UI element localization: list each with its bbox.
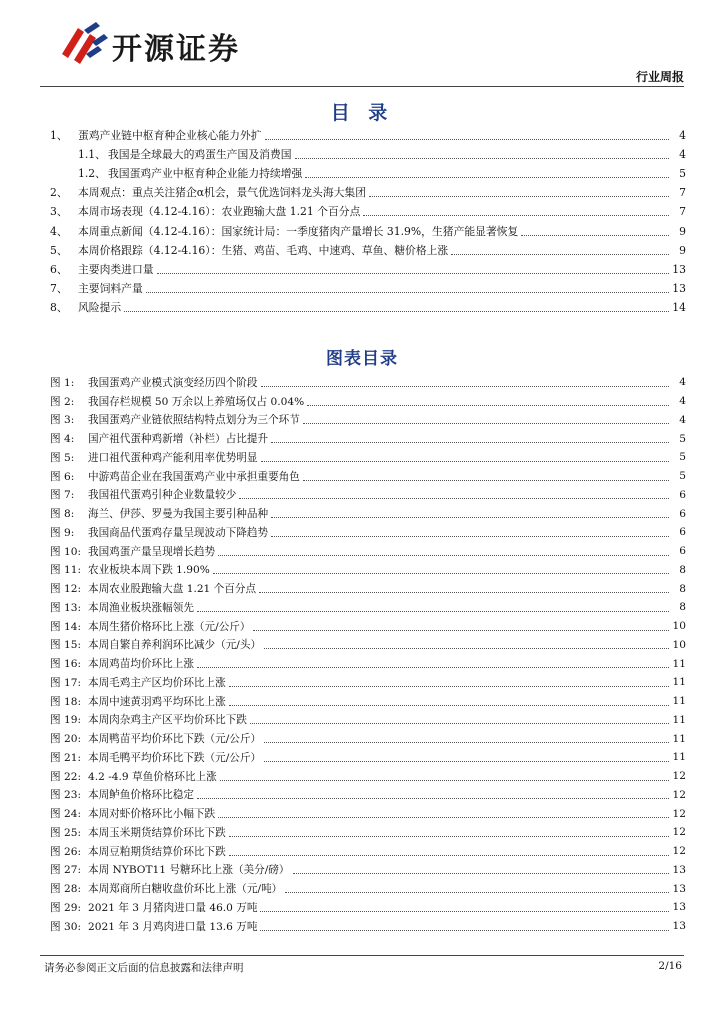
entry-title: 国产祖代蛋种鸡新增（补栏）占比提升 [88, 433, 269, 446]
figure-entry[interactable] [50, 861, 686, 880]
entry-number: 图 29: [50, 901, 82, 914]
figure-entry[interactable] [50, 504, 686, 523]
dot-leader [260, 930, 669, 931]
figure-entry[interactable] [50, 842, 686, 861]
dot-leader [303, 423, 669, 424]
dot-leader [197, 611, 669, 612]
entry-title: 本周毛鸡主产区均价环比上涨 [88, 676, 226, 689]
figure-entry[interactable] [50, 617, 686, 636]
figure-entry[interactable] [50, 786, 686, 805]
entry-number: 图 10: [50, 545, 82, 558]
entry-number: 6、 [50, 262, 68, 276]
entry-page: 13 [672, 920, 686, 933]
figure-entry[interactable] [50, 898, 686, 917]
footer-disclaimer: 请务必参阅正文后面的信息披露和法律声明 [44, 962, 244, 974]
entry-number: 1、 [50, 129, 68, 143]
entry-page: 10 [672, 638, 686, 651]
entry-title: 2021 年 3 月猪肉进口量 46.0 万吨 [88, 901, 258, 914]
entry-number: 图 6: [50, 470, 75, 483]
entry-number: 图 8: [50, 508, 75, 521]
dot-leader [213, 573, 669, 574]
entry-page: 5 [679, 451, 686, 464]
entry-page: 12 [672, 788, 686, 801]
figure-entry[interactable] [50, 561, 686, 580]
dot-leader [369, 196, 669, 197]
figure-entry[interactable] [50, 711, 686, 730]
entry-number: 2、 [50, 186, 68, 200]
dot-leader [271, 442, 669, 443]
entry-title: 本周重点新闻（4.12-4.16）：国家统计局：一季度猪肉产量增长 31.9%，生猪产能显著恢复 [78, 224, 519, 238]
toc-entry[interactable] [50, 126, 686, 145]
dot-leader [253, 630, 669, 631]
page-header [0, 0, 724, 90]
toc-entry[interactable] [50, 221, 686, 240]
entry-title: 本周鲈鱼价格环比稳定 [88, 789, 194, 802]
dot-leader [303, 480, 669, 481]
entry-number: 1.1、 [78, 148, 106, 162]
dot-leader [363, 215, 669, 216]
entry-page: 10 [672, 620, 686, 633]
entry-title: 我国祖代蛋鸡引种企业数量较少 [88, 489, 237, 502]
entry-title: 进口祖代蛋种鸡产能利用率优势明显 [88, 451, 258, 464]
dot-leader [261, 386, 670, 387]
figure-entry[interactable] [50, 804, 686, 823]
entry-number: 图 1: [50, 376, 75, 389]
dot-leader [264, 761, 669, 762]
dot-leader [124, 311, 669, 312]
entry-title: 海兰、伊莎、罗曼为我国主要引种品种 [88, 508, 269, 521]
entry-number: 5、 [50, 243, 68, 257]
dot-leader [229, 836, 669, 837]
entry-page: 5 [679, 432, 686, 445]
dot-leader [239, 498, 669, 499]
figure-entry[interactable] [50, 392, 686, 411]
entry-number: 图 15: [50, 639, 82, 652]
entry-number: 图 26: [50, 845, 82, 858]
entry-title: 本周价格跟踪（4.12-4.16）：生猪、鸡苗、毛鸡、中速鸡、草鱼、糖价格上涨 [78, 243, 449, 257]
dot-leader [218, 555, 669, 556]
entry-number: 图 12: [50, 583, 82, 596]
entry-title: 本周豆粕期货结算价环比下跌 [88, 845, 226, 858]
entry-title: 风险提示 [78, 300, 122, 314]
entry-number: 7、 [50, 281, 68, 295]
entry-number: 图 20: [50, 733, 82, 746]
entry-number: 1.2、 [78, 167, 106, 181]
entry-number: 图 25: [50, 826, 82, 839]
toc-entry[interactable] [50, 279, 686, 298]
entry-title: 4.2 -4.9 草鱼价格环比上涨 [88, 770, 217, 783]
entry-page: 4 [679, 148, 686, 162]
entry-title: 农业板块本周下跌 1.90% [88, 564, 210, 577]
entry-title: 2021 年 3 月鸡肉进口量 13.6 万吨 [88, 920, 258, 933]
dot-leader [157, 273, 669, 274]
figure-entry[interactable] [50, 448, 686, 467]
entry-number: 图 5: [50, 451, 75, 464]
entry-number: 图 28: [50, 883, 82, 896]
entry-title: 中游鸡苗企业在我国蛋鸡产业中承担重要角色 [88, 470, 300, 483]
entry-title: 本周郑商所白糖收盘价环比上涨（元/吨） [88, 883, 283, 896]
entry-page: 11 [672, 713, 686, 726]
entry-number: 图 4: [50, 433, 75, 446]
toc-entry[interactable] [50, 183, 686, 202]
dot-leader [218, 817, 669, 818]
entry-title: 本周市场表现（4.12-4.16）：农业跑输大盘 1.21 个百分点 [78, 205, 361, 219]
entry-page: 4 [679, 129, 686, 143]
brand-logo [58, 20, 278, 67]
dot-leader [229, 686, 669, 687]
toc-entry[interactable] [50, 202, 686, 221]
entry-page: 12 [672, 845, 686, 858]
entry-title: 本周对虾价格环比小幅下跌 [88, 808, 216, 821]
dot-leader [271, 536, 669, 537]
figure-entry[interactable] [50, 729, 686, 748]
entry-page: 7 [679, 205, 686, 219]
entry-number: 图 16: [50, 658, 82, 671]
entry-page: 6 [679, 507, 686, 520]
figure-entry[interactable] [50, 523, 686, 542]
page-number: 2/16 [658, 960, 682, 972]
dot-leader [260, 911, 669, 912]
entry-title: 本周毛鸭平均价环比下跌（元/公斤） [88, 751, 262, 764]
entry-number: 3、 [50, 205, 68, 219]
entry-number: 图 7: [50, 489, 75, 502]
figure-list [50, 373, 686, 936]
figure-entry[interactable] [50, 767, 686, 786]
entry-number: 图 23: [50, 789, 82, 802]
dot-leader [295, 158, 669, 159]
entry-page: 13 [672, 863, 686, 876]
figure-entry[interactable] [50, 373, 686, 392]
entry-number: 图 21: [50, 751, 82, 764]
entry-page: 5 [679, 167, 686, 181]
dot-leader [305, 177, 669, 178]
entry-page: 8 [679, 582, 686, 595]
entry-number: 图 30: [50, 920, 82, 933]
entry-title: 本周肉杂鸡主产区平均价环比下跌 [88, 714, 247, 727]
toc-entry[interactable] [50, 298, 686, 317]
entry-page: 4 [679, 376, 686, 389]
dot-leader [451, 254, 669, 255]
dot-leader [261, 461, 670, 462]
figure-entry[interactable] [50, 542, 686, 561]
dot-leader [229, 705, 669, 706]
logo-text: 开源证券 [112, 32, 240, 67]
toc-entry[interactable] [50, 260, 686, 279]
entry-number: 图 14: [50, 620, 82, 633]
entry-page: 11 [672, 751, 686, 764]
entry-title: 本周生猪价格环比上涨（元/公斤） [88, 620, 251, 633]
dot-leader [259, 592, 669, 593]
entry-title: 蛋鸡产业链中枢育种企业核心能力外扩 [78, 129, 262, 143]
entry-page: 9 [679, 243, 686, 257]
entry-title: 主要饲料产量 [78, 281, 143, 295]
entry-title: 我国商品代蛋鸡存量呈现波动下降趋势 [88, 526, 269, 539]
figure-entry[interactable] [50, 429, 686, 448]
dot-leader [264, 648, 669, 649]
entry-number: 图 27: [50, 864, 82, 877]
figure-entry[interactable] [50, 598, 686, 617]
entry-title: 本周观点：重点关注猪企α机会，景气优选饲料龙头海大集团 [78, 186, 367, 200]
entry-page: 11 [672, 676, 686, 689]
figure-entry[interactable] [50, 673, 686, 692]
toc-entry[interactable] [50, 241, 686, 260]
dot-leader [197, 667, 669, 668]
report-type: 行业周报 [635, 70, 684, 84]
entry-number: 图 18: [50, 695, 82, 708]
dot-leader [220, 780, 669, 781]
figure-entry[interactable] [50, 486, 686, 505]
entry-page: 13 [672, 262, 686, 276]
entry-number: 图 24: [50, 808, 82, 821]
entry-page: 12 [672, 807, 686, 820]
toc-entry[interactable] [50, 164, 686, 183]
footer-divider [40, 955, 684, 956]
entry-page: 7 [679, 186, 686, 200]
entry-page: 11 [672, 657, 686, 670]
figure-entry[interactable] [50, 467, 686, 486]
figure-entry[interactable] [50, 748, 686, 767]
entry-page: 4 [679, 395, 686, 408]
entry-page: 13 [672, 281, 686, 295]
entry-title: 我国是全球最大的鸡蛋生产国及消费国 [108, 148, 292, 162]
entry-number: 图 13: [50, 601, 82, 614]
dot-leader [293, 873, 670, 874]
entry-page: 4 [679, 413, 686, 426]
toc-entry[interactable] [50, 145, 686, 164]
entry-page: 13 [672, 882, 686, 895]
entry-page: 6 [679, 545, 686, 558]
entry-number: 图 9: [50, 526, 75, 539]
entry-title: 我国鸡蛋产量呈现增长趋势 [88, 545, 216, 558]
entry-title: 本周鸡苗均价环比上涨 [88, 658, 194, 671]
entry-title: 本周鸭苗平均价环比下跌（元/公斤） [88, 733, 262, 746]
entry-number: 图 19: [50, 714, 82, 727]
entry-page: 6 [679, 488, 686, 501]
entry-page: 12 [672, 826, 686, 839]
entry-title: 主要肉类进口量 [78, 262, 154, 276]
dot-leader [285, 892, 669, 893]
figure-entry[interactable] [50, 579, 686, 598]
dot-leader [271, 517, 669, 518]
figure-entry[interactable] [50, 411, 686, 430]
entry-page: 12 [672, 770, 686, 783]
entry-page: 11 [672, 695, 686, 708]
entry-number: 4、 [50, 224, 68, 238]
entry-title: 本周玉米期货结算价环比下跌 [88, 826, 226, 839]
entry-title: 本周自繁自养利润环比减少（元/头） [88, 639, 262, 652]
figure-entry[interactable] [50, 917, 686, 936]
entry-number: 8、 [50, 300, 68, 314]
entry-number: 图 11: [50, 564, 82, 577]
entry-title: 本周农业股跑输大盘 1.21 个百分点 [88, 583, 257, 596]
figure-entry[interactable] [50, 654, 686, 673]
entry-page: 9 [679, 224, 686, 238]
entry-title: 本周中速黄羽鸡平均环比上涨 [88, 695, 226, 708]
dot-leader [307, 405, 669, 406]
toc-list [50, 126, 686, 317]
entry-number: 图 3: [50, 414, 75, 427]
entry-page: 11 [672, 732, 686, 745]
figure-list-title: 图表目录 [326, 349, 398, 369]
entry-page: 14 [672, 300, 686, 314]
entry-title: 我国存栏规模 50 万余以上养殖场仅占 0.04% [88, 395, 305, 408]
entry-page: 5 [679, 470, 686, 483]
entry-page: 8 [679, 563, 686, 576]
figure-entry[interactable] [50, 879, 686, 898]
dot-leader [250, 723, 669, 724]
entry-title: 本周 NYBOT11 号糖环比上涨（美分/磅） [88, 864, 290, 877]
entry-number: 图 2: [50, 395, 75, 408]
figure-entry[interactable] [50, 692, 686, 711]
entry-title: 我国蛋鸡产业中枢育种企业能力持续增强 [108, 167, 303, 181]
figure-entry[interactable] [50, 636, 686, 655]
entry-page: 6 [679, 526, 686, 539]
figure-entry[interactable] [50, 823, 686, 842]
entry-number: 图 17: [50, 676, 82, 689]
entry-page: 13 [672, 901, 686, 914]
dot-leader [264, 742, 669, 743]
header-divider [40, 86, 684, 87]
entry-title: 本周渔业板块涨幅领先 [88, 601, 194, 614]
entry-title: 我国蛋鸡产业模式演变经历四个阶段 [88, 376, 258, 389]
logo-mark-icon [58, 20, 108, 64]
dot-leader [197, 798, 669, 799]
dot-leader [521, 235, 669, 236]
toc-title: 目 录 [330, 102, 394, 124]
entry-number: 图 22: [50, 770, 82, 783]
entry-title: 我国蛋鸡产业链依照结构特点划分为三个环节 [88, 414, 300, 427]
entry-page: 8 [679, 601, 686, 614]
dot-leader [146, 292, 669, 293]
dot-leader [265, 139, 669, 140]
dot-leader [229, 855, 669, 856]
